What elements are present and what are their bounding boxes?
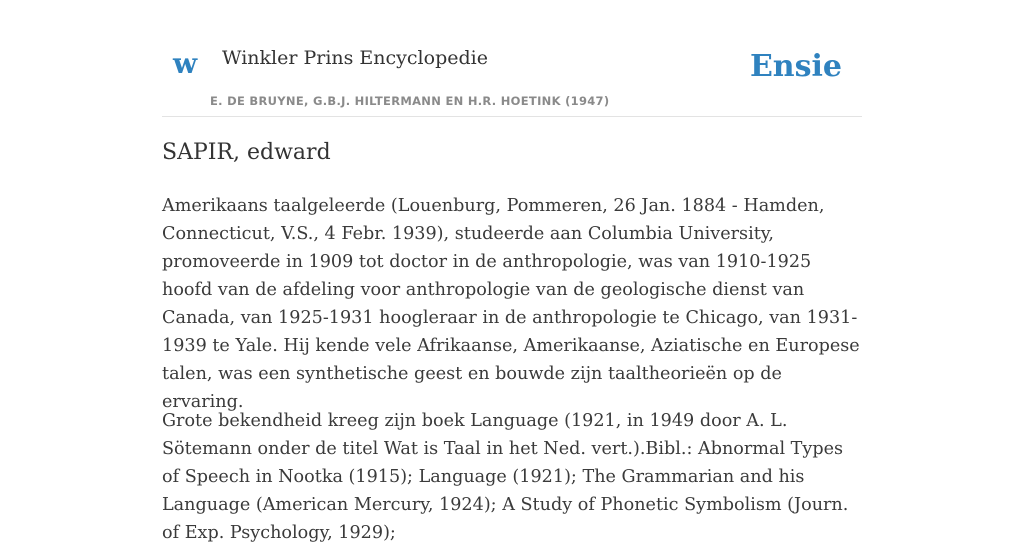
- entry-paragraph-2: Grote bekendheid kreeg zijn boek Language (1921, in 1949 door A. L. Sötemann onder de titel Wat is Taal in het Ned. vert.).Bibl.: Abnormal Types of Speech in Nootka (1915); Language (1921); The Grammarian and his Language (American Mercury, 1924); A Study of Phonetic Symbolism (Journ. of Exp. Psychology, 1929);: [162, 411, 849, 543]
- publication-title[interactable]: Winkler Prins Encyclopedie: [222, 47, 488, 69]
- publication-authors: E. DE BRUYNE, G.B.J. HILTERMANN EN H.R. HOETINK (1947): [210, 94, 610, 108]
- ensie-brand-link[interactable]: Ensie: [749, 49, 842, 84]
- entry-title: SAPIR, edward: [162, 140, 331, 165]
- header: [162, 0, 862, 117]
- entry-paragraph-1: Amerikaans taalgeleerde (Louenburg, Pommeren, 26 Jan. 1884 - Hamden, Connecticut, V.S., 4 Febr. 1939), studeerde aan Columbia University, promoveerde in 1909 tot doctor in de anthropologie, was van 1910-1925 hoofd van de afdeling voor anthropologie van de geologische dienst van Canada, van 1925-1931 hoogleraar in de anthropologie te Chicago, van 1931-1939 te Yale. Hij kende vele Afrikaanse, Amerikaanse, Aziatische en Europese talen, was een synthetische geest en bouwde zijn taaltheorieën op de ervaring.: [162, 196, 860, 412]
- publication-logo-icon[interactable]: w: [173, 47, 198, 80]
- page-container: [162, 0, 862, 543]
